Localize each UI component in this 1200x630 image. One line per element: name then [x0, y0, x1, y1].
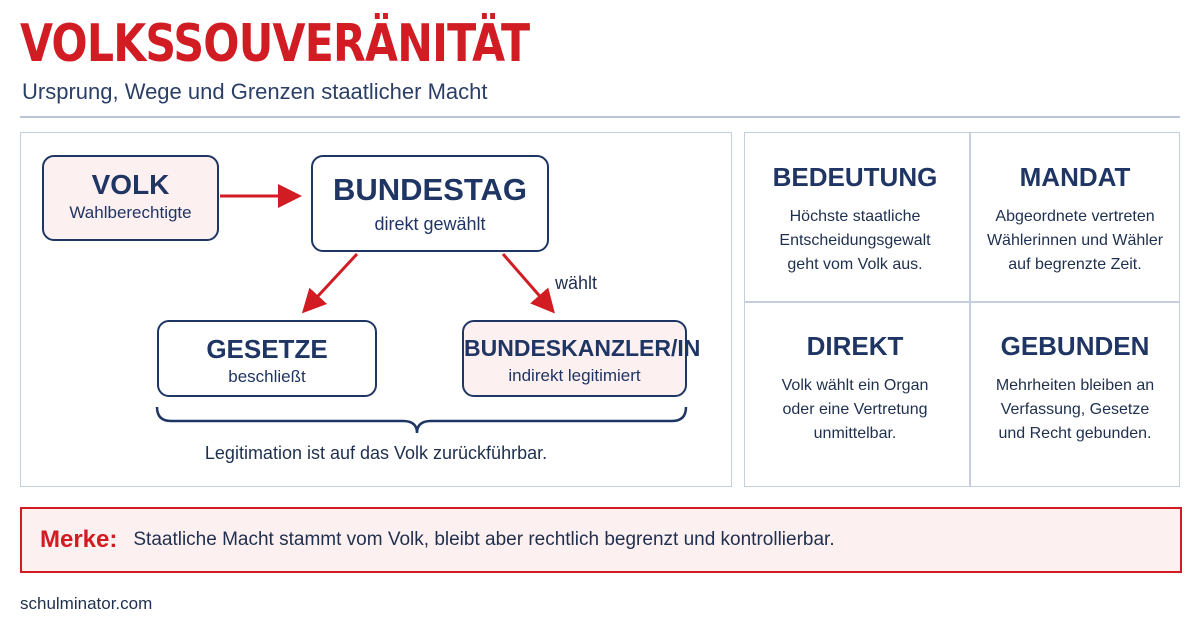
- node-bundestag-title: BUNDESTAG: [332, 172, 528, 207]
- page-subtitle: Ursprung, Wege und Grenzen staatlicher Macht: [22, 79, 488, 104]
- fact-card-bedeutung: [746, 162, 964, 277]
- node-bundestag-subtitle: direkt gewählt: [374, 214, 486, 234]
- footer-source: schulminator.com: [20, 594, 153, 613]
- legitimation-brace: [157, 407, 686, 433]
- fact-text: Volk wählt ein Organ oder eine Vertretung unmittelbar.: [781, 377, 929, 442]
- fact-title: DIREKT: [806, 331, 904, 361]
- fact-card-gebunden: [966, 331, 1184, 446]
- fact-text: Abgeordnete vertreten Wählerinnen und Wähler auf begrenzte Zeit.: [986, 208, 1164, 273]
- arrow-bundestag-to-bundeskanzler: [503, 254, 551, 309]
- fact-text: Mehrheiten bleiben an Verfassung, Gesetze und Recht gebunden.: [995, 377, 1155, 442]
- legitimation-caption: Legitimation ist auf das Volk zurückführbar.: [204, 443, 548, 463]
- fact-title: BEDEUTUNG: [772, 162, 938, 192]
- fact-text: Höchste staatliche Entscheidungsgewalt geht vom Volk aus.: [779, 208, 931, 273]
- node-gesetze-title: GESETZE: [206, 334, 328, 364]
- node-volk-title: VOLK: [91, 169, 170, 200]
- fact-card-mandat: [966, 162, 1184, 277]
- merke-callout: [20, 507, 1182, 573]
- node-bundeskanzler-subtitle: indirekt legitimiert: [508, 366, 641, 385]
- merke-label: Merke:: [40, 526, 118, 553]
- node-gesetze-subtitle: beschließt: [228, 367, 306, 386]
- edge-label-waehlt: wählt: [555, 273, 598, 293]
- merke-text: Staatliche Macht stammt vom Volk, bleibt aber rechtlich begrenzt und kontrollierbar.: [133, 529, 835, 550]
- fact-card-direkt: [746, 331, 964, 446]
- fact-title: GEBUNDEN: [1000, 331, 1150, 361]
- arrow-bundestag-to-gesetze: [306, 254, 357, 309]
- node-bundeskanzler-title: BUNDESKANZLER/IN: [464, 335, 701, 361]
- fact-title: MANDAT: [1019, 162, 1131, 192]
- node-volk-subtitle: Wahlberechtigte: [69, 203, 192, 222]
- facts-grid-divider-horizontal: [744, 301, 1180, 303]
- page-title: VOLKSSOUVERÄNITÄT: [20, 14, 530, 74]
